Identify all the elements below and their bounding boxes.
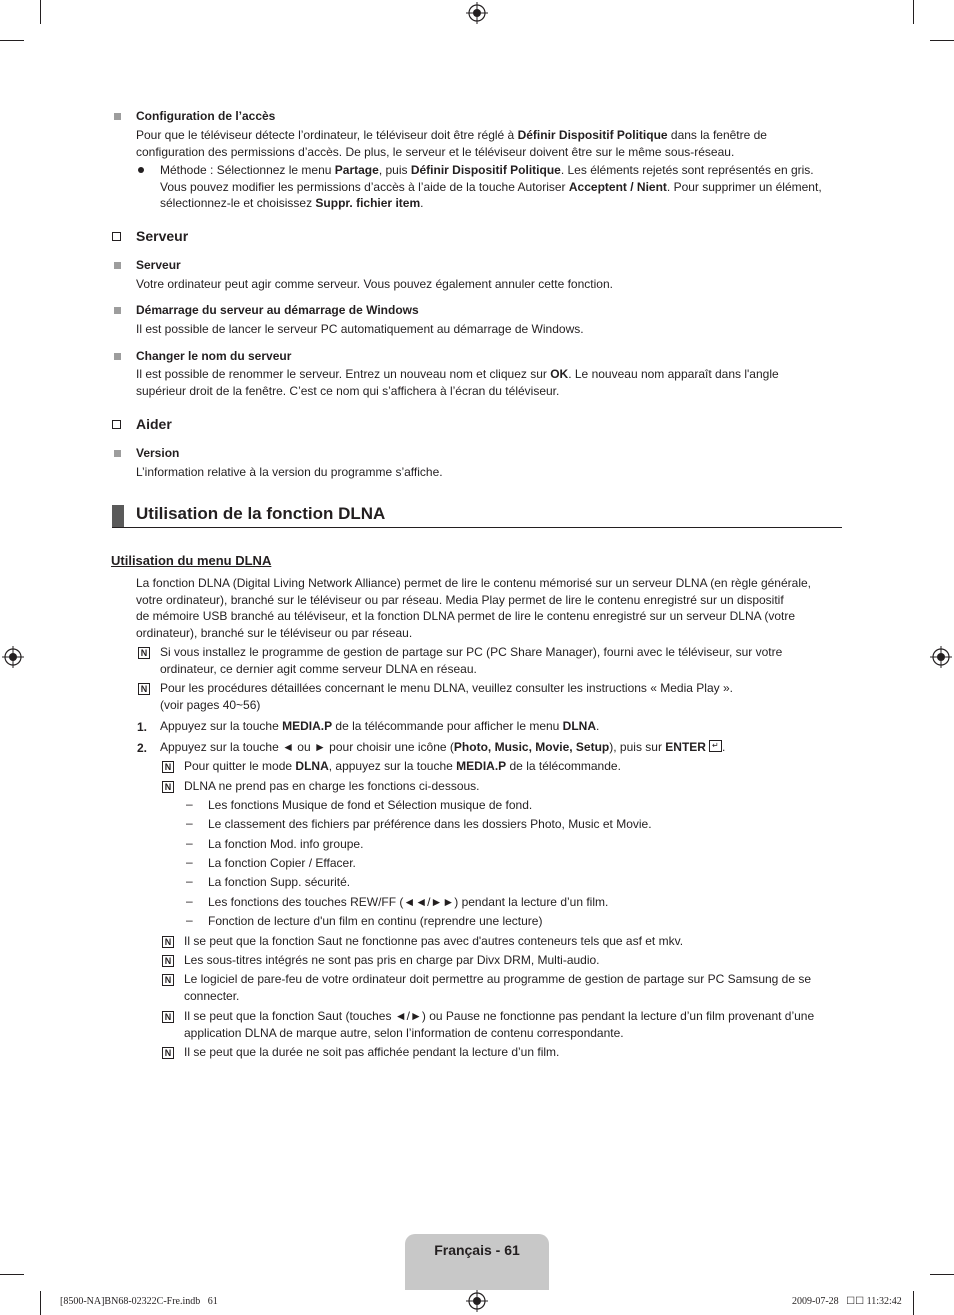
dlna-intro: La fonction DLNA (Digital Living Network Alliance) permet de lire le contenu mémorisé sur un serveur DLNA (en règle générale, votre ordinateur), branché sur le téléviseur ou par réseau. Media Play permet de lire le contenu enregistré sur un dispositif de mémoire USB branché au téléviseur, et la fonction DLNA permet de lire le contenu enregistré sur un serveur DLNA (votre ordinateur), branché sur le téléviseur ou par réseau. — [136, 576, 811, 640]
section-marker — [112, 505, 124, 527]
note-icon: N — [162, 761, 174, 773]
crop-mark — [0, 40, 24, 41]
serveur-item-title: Changer le nom du serveur — [136, 349, 292, 363]
note-icon: N — [162, 955, 174, 967]
crop-mark — [930, 40, 954, 41]
checkbox-bullet-icon — [112, 232, 121, 241]
print-timestamp: 2009-07-28 ☐☐ 11:32:42 — [792, 1296, 902, 1307]
config-title: Configuration de l’accès — [136, 109, 276, 123]
dash-item: La fonction Supp. sécurité. — [208, 875, 351, 889]
registration-mark-icon — [930, 646, 952, 668]
dlna-note: Le logiciel de pare-feu de votre ordinateur doit permettre au programme de gestion de partage sur PC Samsung de se connecter. — [184, 972, 812, 1003]
round-bullet-icon — [138, 167, 144, 173]
crop-mark — [930, 1274, 954, 1275]
serveur-item-text: Il est possible de lancer le serveur PC automatiquement au démarrage de Windows. — [136, 322, 584, 336]
step-subnote: DLNA ne prend pas en charge les fonctions ci-dessous. — [184, 779, 480, 793]
step-number: 2. — [137, 741, 148, 755]
dash-bullet: – — [186, 855, 193, 869]
note-icon: N — [162, 936, 174, 948]
square-bullet-icon — [114, 113, 121, 120]
dash-bullet: – — [186, 816, 193, 830]
note-icon: N — [162, 1047, 174, 1059]
section-title: Utilisation de la fonction DLNA — [136, 504, 386, 523]
crop-mark — [913, 1291, 914, 1315]
dash-item: Le classement des fichiers par préférence dans les dossiers Photo, Music et Movie. — [208, 817, 652, 831]
aider-heading: Aider — [136, 416, 172, 432]
step-number: 1. — [137, 720, 148, 734]
dash-item: Les fonctions Musique de fond et Sélection musique de fond. — [208, 798, 533, 812]
dlna-note: Pour les procédures détaillées concernant le menu DLNA, veuillez consulter les instructions « Media Play ». (voir pages 40~56) — [160, 681, 733, 712]
serveur-item-title: Serveur — [136, 258, 181, 272]
step-subnote: Pour quitter le mode DLNA, appuyez sur la touche MEDIA.P de la télécommande. — [184, 759, 621, 773]
subsection-title: Utilisation du menu DLNA — [111, 553, 272, 568]
note-icon: N — [162, 974, 174, 986]
dash-item: Les fonctions des touches REW/FF (◄◄/►►) pendant la lecture d’un film. — [208, 895, 609, 909]
page-number: Français - 61 — [434, 1242, 520, 1258]
dash-bullet: – — [186, 894, 193, 908]
section-rule — [112, 527, 842, 528]
dash-bullet: – — [186, 797, 193, 811]
step-text: Appuyez sur la touche ◄ ou ► pour choisir une icône (Photo, Music, Movie, Setup), puis sur ENTER ↵ . — [160, 740, 726, 754]
serveur-item-text: Votre ordinateur peut agir comme serveur. Vous pouvez également annuler cette fonction. — [136, 277, 613, 291]
note-icon: N — [162, 781, 174, 793]
registration-mark-icon — [466, 2, 488, 24]
square-bullet-icon — [114, 450, 121, 457]
dash-item: La fonction Copier / Effacer. — [208, 856, 356, 870]
print-file-info: [8500-NA]BN68-02322C-Fre.indb 61 — [60, 1296, 218, 1307]
serveur-item-title: Démarrage du serveur au démarrage de Windows — [136, 303, 419, 317]
dlna-note: Il se peut que la fonction Saut (touches ◄/►) ou Pause ne fonctionne pas pendant la lecture d’un film provenant d’une application DLNA de marque autre, selon l’information de contenu correspondante. — [184, 1009, 815, 1040]
note-icon: N — [138, 683, 150, 695]
aider-item-title: Version — [136, 446, 180, 460]
square-bullet-icon — [114, 307, 121, 314]
square-bullet-icon — [114, 353, 121, 360]
config-paragraph: Pour que le téléviseur détecte l’ordinateur, le téléviseur doit être réglé à Définir Dispositif Politique dans la fenêtre de configuration des permissions d’accès. De plus, le serveur et le téléviseur doivent être sur le même sous-réseau. — [136, 128, 767, 159]
note-icon: N — [162, 1011, 174, 1023]
crop-mark — [40, 0, 41, 24]
dlna-note: Les sous-titres intégrés ne sont pas pris en charge par Divx DRM, Multi-audio. — [184, 953, 600, 967]
square-bullet-icon — [114, 262, 121, 269]
dlna-note: Il se peut que la fonction Saut ne fonctionne pas avec d'autres conteneurs tels que asf et mkv. — [184, 934, 684, 948]
dash-bullet: – — [186, 874, 193, 888]
step-text: Appuyez sur la touche MEDIA.P de la télécommande pour afficher le menu DLNA. — [160, 719, 600, 733]
serveur-item-text: Il est possible de renommer le serveur. Entrez un nouveau nom et cliquez sur OK. Le nouveau nom apparaît dans l'angle supérieur droit de la fenêtre. C’est ce nom qui s’affichera à l’écran du téléviseur. — [136, 367, 779, 398]
serveur-heading: Serveur — [136, 228, 189, 244]
checkbox-bullet-icon — [112, 420, 121, 429]
config-method: Méthode : Sélectionnez le menu Partage, puis Définir Dispositif Politique. Les éléments rejetés sont représentés en gris. Vous pouvez modifier les permissions d’accès à l’aide de la touche Autoriser Acceptent / Nient. Pour supprimer un élément, sélectionnez-le et choisissez Suppr. fichier item. — [160, 163, 822, 210]
enter-icon: ↵ — [709, 740, 722, 752]
dash-bullet: – — [186, 836, 193, 850]
note-icon: N — [138, 647, 150, 659]
crop-mark — [913, 0, 914, 24]
dlna-note: Il se peut que la durée ne soit pas affichée pendant la lecture d’un film. — [184, 1045, 560, 1059]
dlna-note: Si vous installez le programme de gestion de partage sur PC (PC Share Manager), fourni avec le téléviseur, sur votre ordinateur, ce dernier agit comme serveur DLNA en réseau. — [160, 645, 783, 676]
registration-mark-icon — [2, 646, 24, 668]
aider-item-text: L’information relative à la version du programme s’affiche. — [136, 465, 443, 479]
dash-bullet: – — [186, 913, 193, 927]
crop-mark — [40, 1291, 41, 1315]
crop-mark — [0, 1274, 24, 1275]
dash-item: Fonction de lecture d'un film en continu (reprendre une lecture) — [208, 914, 543, 928]
dash-item: La fonction Mod. info groupe. — [208, 837, 364, 851]
registration-mark-icon — [466, 1290, 488, 1312]
